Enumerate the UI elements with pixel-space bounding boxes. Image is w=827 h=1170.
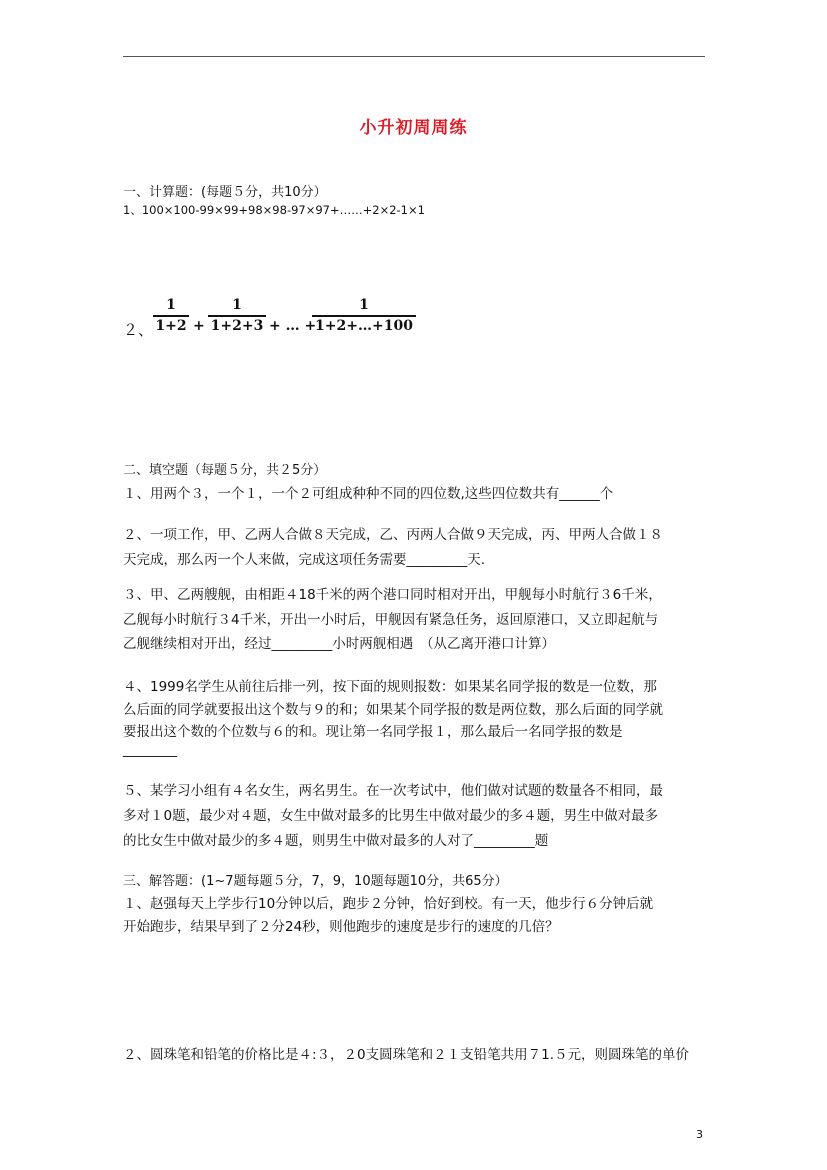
section2-q4-blank: ________ xyxy=(123,742,177,758)
section2-q5-line: 的比女生中做对最少的多４题，则男生中做对最多的人对了_________题 xyxy=(123,833,549,849)
question-number: ２、 xyxy=(123,321,154,339)
section2-q2-line: ２、一项工作，甲、乙两人合做８天完成，乙、丙两人合做９天完成，丙、甲两人合做１８ xyxy=(123,527,663,543)
fraction-numerator: 1 xyxy=(232,297,242,313)
section2-q4-line: 么后面的同学就要报出这个数与９的和；如果某个同学报的数是两位数，那么后面的同学就 xyxy=(123,702,663,718)
header-rule xyxy=(123,56,705,57)
section2-q4-line: ４、1999名学生从前往后排一列，按下面的规则报数：如果某名同学报的数是一位数，那 xyxy=(123,679,657,695)
section3-q2-line: ２、圆珠笔和铅笔的价格比是４:３，２0支圆珠笔和２１支铅笔共用７1.５元，则圆珠笔的单价 xyxy=(123,1047,690,1063)
section2-q1-line: １、用两个３，一个１，一个２可组成种种不同的四位数,这些四位数共有______个 xyxy=(123,486,614,502)
page-number: 3 xyxy=(696,1128,703,1141)
fraction-denominator: 1+2+3 xyxy=(210,317,264,334)
fraction-bar xyxy=(312,315,416,317)
section2-q3-line: ３、甲、乙两艘舰，由相距４18千米的两个港口同时相对开出，甲舰每小时航行３6千米， xyxy=(123,587,662,603)
fraction-numerator: 1 xyxy=(359,297,369,313)
fraction-1 xyxy=(153,297,189,335)
plus-sign: + xyxy=(193,318,205,334)
section3-q1-line: １、赵强每天上学步行10分钟以后，跑步２分钟，恰好到校。有一天，他步行６分钟后就 xyxy=(123,896,654,912)
section2-q2-line: 天完成，那么丙一个人来做，完成这项任务需要_________天. xyxy=(123,552,486,568)
section1-heading: 一、计算题：(每题５分，共10分） xyxy=(123,185,327,200)
fraction-bar xyxy=(208,315,266,317)
section2-q5-line: ５、某学习小组有４名女生，两名男生。在一次考试中，他们做对试题的数量各不相同，最 xyxy=(123,783,663,799)
section2-q3-line: 乙舰继续相对开出，经过_________小时两舰相遇 （从乙离开港口计算） xyxy=(123,636,555,652)
section3-heading: 三、解答题：(1~7题每题５分，7，9，10题每题10分，共65分） xyxy=(123,874,508,889)
section3-q1-line: 开始跑步，结果早到了２分24秒，则他跑步的速度是步行的速度的几倍？ xyxy=(123,919,559,935)
section2-q3-line: 乙舰每小时航行３4千米，开出一小时后，甲舰因有紧急任务，返回原港口，又立即起航与 xyxy=(123,612,659,628)
fraction-bar xyxy=(153,315,189,317)
section2-q4-line: 要报出这个数的个位数与６的和。现让第一名同学报１，那么最后一名同学报的数是 xyxy=(123,724,623,740)
fraction-denominator: 1+2 xyxy=(155,317,187,334)
section2-heading: 二、填空题（每题５分，共２5分） xyxy=(123,463,327,478)
page-title: 小升初周周练 xyxy=(359,118,468,138)
ellipsis-terms: + … + xyxy=(269,318,317,334)
fraction-2 xyxy=(208,297,266,335)
fraction-numerator: 1 xyxy=(166,297,176,313)
fraction-3 xyxy=(312,297,416,335)
fraction-denominator: 1+2+…+100 xyxy=(315,317,413,334)
section1-question-1: 1、100×100-99×99+98×98-97×97+……+2×2-1×1 xyxy=(123,203,425,217)
section2-q5-line: 多对１0题，最少对４题，女生中做对最多的比男生中做对最少的多４题，男生中做对最多 xyxy=(123,808,659,824)
